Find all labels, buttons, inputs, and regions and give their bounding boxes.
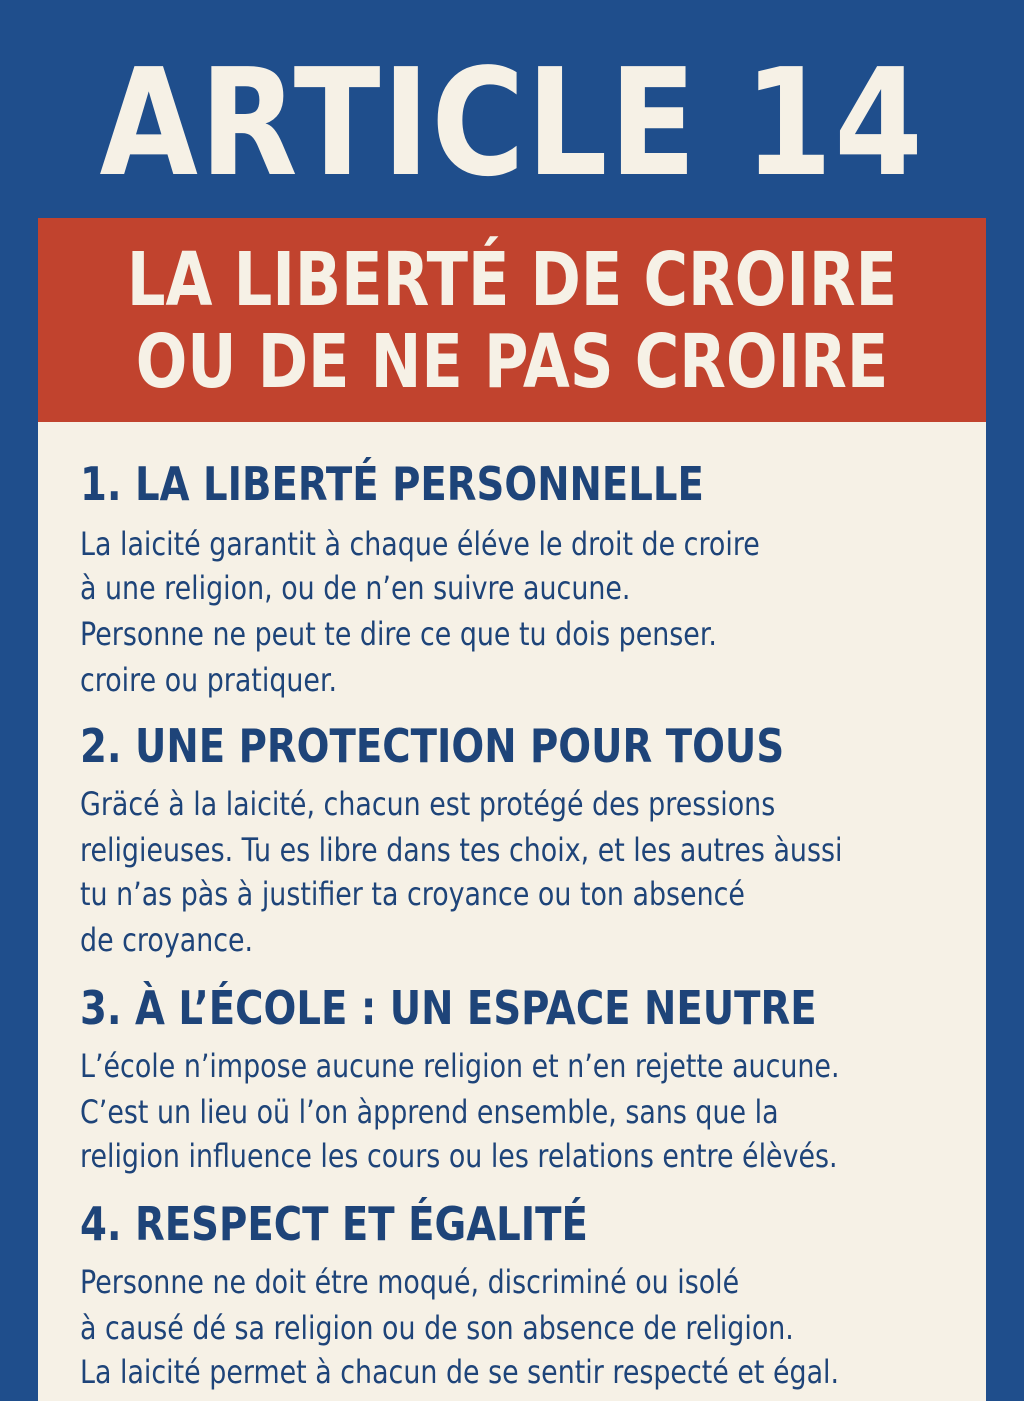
subtitle-line-1: LA LIBERTÉ DE CROIRE	[126, 237, 898, 323]
section-3-line-1: L’école n’impose aucune religion et n’en rejette aucune.	[80, 1047, 840, 1085]
section-2-line-4: de croyance.	[80, 921, 254, 959]
section-4-heading: 4. RESPECT ET ÉGALITÉ	[80, 1197, 588, 1251]
section-1-line-4: croire ou pratiquer.	[80, 661, 338, 699]
section-2-line-2: religieuses. Tu es libre dans tes choix, et les autres àussi	[80, 831, 843, 869]
section-2-line-1: Gräcé à la laicité, chacun est protégé des pressions	[80, 785, 776, 823]
section-2-line-3: tu n’as pàs à justifier ta croyance ou ton absencé	[80, 875, 745, 913]
section-3-line-3: religion influence les cours ou les relations entre élèvés.	[80, 1137, 838, 1175]
section-1-line-1: La laicité garantit à chaque éléve le droit de croire	[80, 525, 760, 563]
section-1-heading: 1. LA LIBERTÉ PERSONNELLE	[80, 457, 704, 511]
section-3-line-2: C’est un lieu oü l’on àpprend ensemble, sans que la	[80, 1093, 779, 1131]
section-2-heading: 2. UNE PROTECTION POUR TOUS	[80, 719, 785, 773]
section-4-line-2: à causé dé sa religion ou de son absence de religion.	[80, 1309, 794, 1347]
section-4-line-1: Personne ne doit étre moqué, discriminé ou isolé	[80, 1263, 740, 1301]
section-4-line-3: La laicité permet à chacun de se sentir respecté et égal.	[80, 1353, 840, 1391]
section-3-heading: 3. À L’ÉCOLE : UN ESPACE NEUTRE	[80, 981, 817, 1035]
article-title: ARTICLE 14	[99, 37, 925, 209]
section-1-line-3: Personne ne peut te dire ce que tu dois penser.	[80, 615, 717, 653]
subtitle-line-2: OU DE NE PAS CROIRE	[135, 319, 889, 405]
section-1-line-2: à une religion, ou de n’en suivre aucune.	[80, 569, 631, 607]
